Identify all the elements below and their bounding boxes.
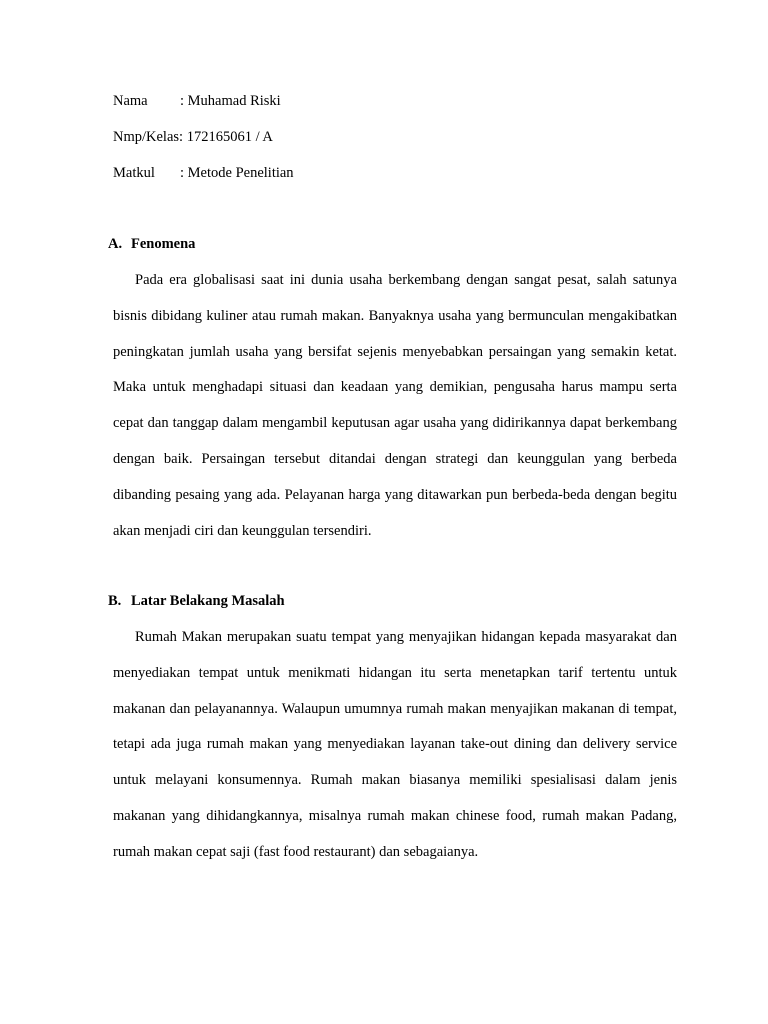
section-a-text: Pada era globalisasi saat ini dunia usaha berkembang dengan sangat pesat, salah satunya bisnis dibidang kuliner atau rumah makan. Banyaknya usaha yang bermunculan mengakibatkan peningkatan jumlah usaha yang bersifat sejenis menyebabkan persaingan yang semakin ketat. Maka untuk menghadapi situasi dan keadaan yang demikian, pengusaha harus mampu serta cepat dan tanggap dalam mengambil keputusan agar usaha yang didirikannya dapat berkembang dengan baik. Persaingan tersebut ditandai dengan strategi dan keunggulan yang berbeda dibanding pesaing yang ada. Pelayanan harga yang ditawarkan pun berbeda-beda dengan begitu akan menjadi ciri dan keunggulan tersendiri. xyxy=(113,272,677,539)
matkul-value: : Metode Penelitian xyxy=(180,165,294,181)
section-a-paragraph xyxy=(113,263,677,549)
matkul-label: Matkul xyxy=(113,165,155,181)
nama-line xyxy=(113,93,281,110)
section-a-letter: A. xyxy=(108,236,123,252)
matkul-line xyxy=(113,165,294,182)
section-b-text: Rumah Makan merupakan suatu tempat yang menyajikan hidangan kepada masyarakat dan menyediakan tempat untuk menikmati hidangan itu serta menetapkan tarif tertentu untuk makanan dan pelayanannya. Walaupun umumnya rumah makan menyajikan makanan di tempat, tetapi ada juga rumah makan yang menyediakan layanan take-out dining dan delivery service untuk melayani konsumennya. Rumah makan biasanya memiliki spesialisasi dalam jenis makanan yang dihidangkannya, misalnya rumah makan chinese food, rumah makan Padang, rumah makan cepat saji (fast food restaurant) dan sebagaianya. xyxy=(113,629,677,860)
section-b-title: Latar Belakang Masalah xyxy=(131,593,285,609)
section-b-paragraph xyxy=(113,620,677,871)
section-b-letter: B. xyxy=(108,593,122,609)
section-b-heading xyxy=(108,593,285,610)
nama-value: : Muhamad Riski xyxy=(180,93,281,109)
kelas-line: Nmp/Kelas: 172165061 / A xyxy=(113,129,273,145)
nama-label: Nama xyxy=(113,93,148,109)
section-a-title: Fenomena xyxy=(131,236,196,252)
section-a-heading xyxy=(108,236,195,253)
